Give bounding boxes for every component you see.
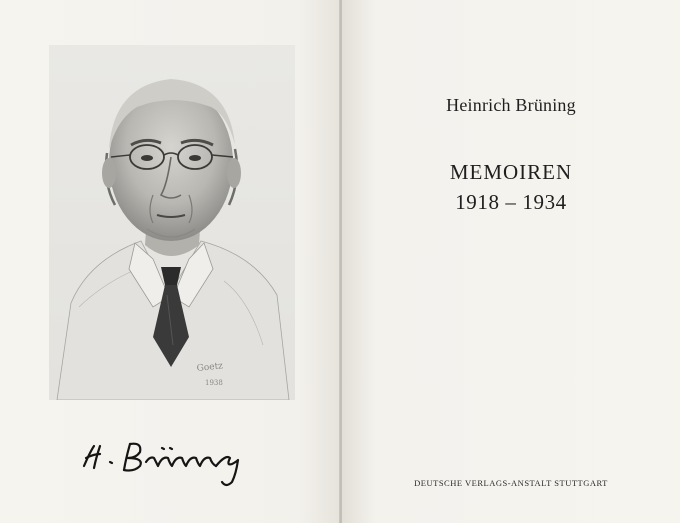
- author-name: Heinrich Brüning: [446, 95, 576, 115]
- portrait-sketch: [49, 45, 295, 400]
- signature-image: [76, 432, 266, 488]
- right-page: [342, 0, 680, 523]
- artist-signature-year: 1938: [205, 379, 223, 387]
- portrait-drawing: [49, 45, 295, 400]
- book-title: MEMOIREN: [449, 160, 573, 184]
- author-signature: [76, 432, 266, 488]
- book-years: 1918 – 1934: [455, 190, 567, 214]
- publisher-name: DEUTSCHE VERLAGS-ANSTALT STUTTGART: [414, 478, 608, 488]
- artist-signature: Goetz: [196, 361, 224, 374]
